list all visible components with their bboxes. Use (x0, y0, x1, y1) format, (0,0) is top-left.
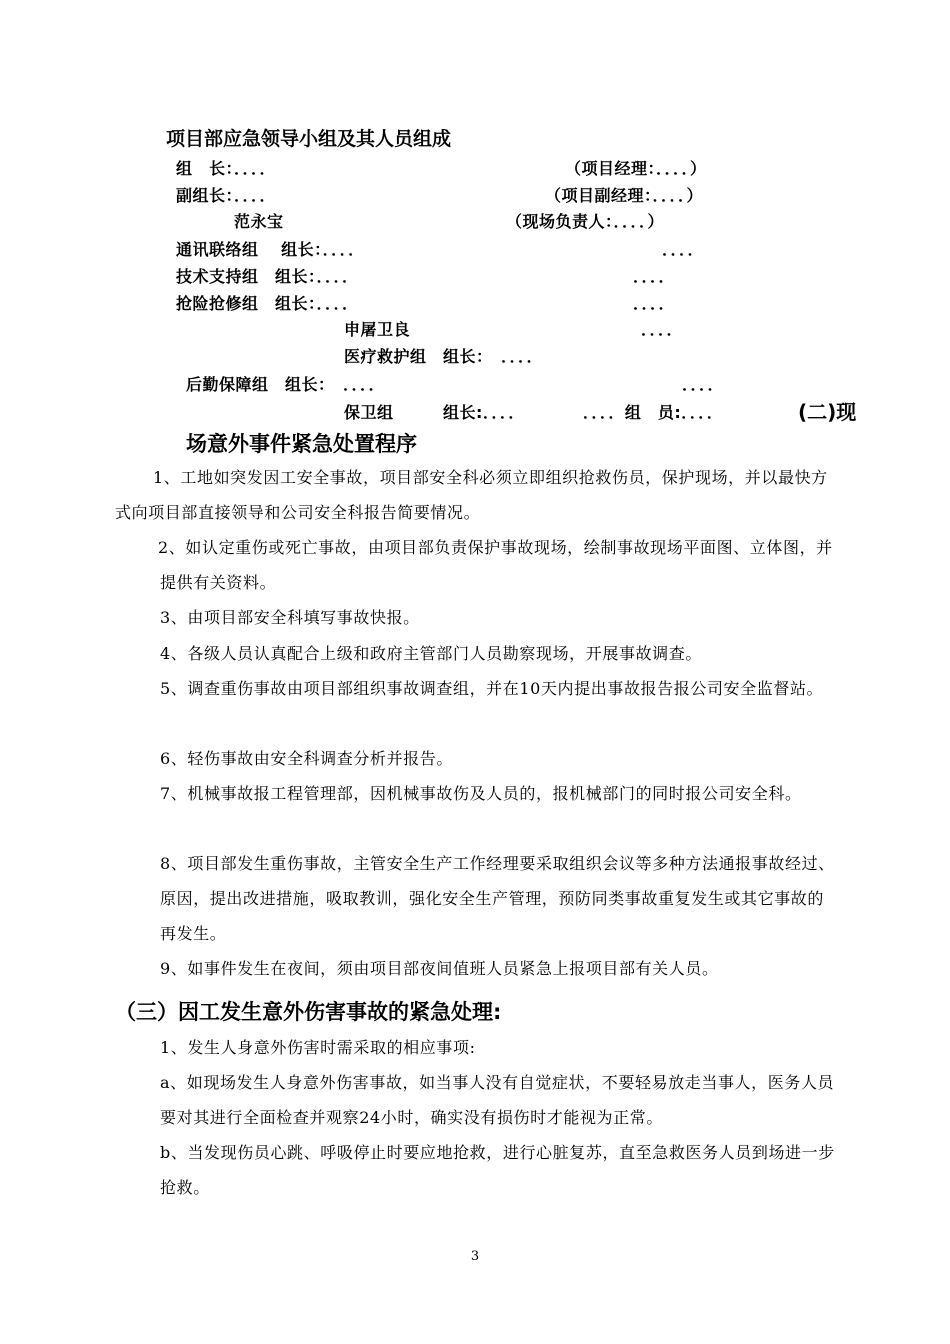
leader-line: 组 长：．．．． (176, 159, 277, 178)
rescue-group-members: ．．．． (633, 294, 676, 313)
emergency-item-b: b、当发现伤员心跳、呼吸停止时要应地抢救，进行心脏复苏，直至急救医务人员到场进一步抢救。 (160, 1143, 835, 1197)
logistics-group-members: ．．．． (682, 375, 725, 394)
section3-title: （三）因工发生意外伤害事故的紧急处理: (115, 1000, 502, 1024)
rescue-member-extra: ．．．． (641, 320, 684, 339)
leader-role: （项目经理：．．．．） (565, 159, 707, 178)
procedure-item-8: 8、项目部发生重伤事故，主管安全生产工作经理要采取组织会议等多种方法通报事故经过、原因，提出改进措施，吸取教训，强化安全生产管理，预防同类事故重复发生或其它事故的再发生。 (160, 854, 835, 943)
procedure-item-9: 9、如事件发生在夜间，须由项目部夜间值班人员紧急上报项目部有关人员。 (160, 959, 719, 978)
security-group-line: 保卫组 组长:．．．． ．．．．组 员:．．．． (344, 403, 724, 422)
procedure-item-5: 5、调查重伤事故由项目部组织事故调查组，并在10天内提出事故报告报公司安全监督站。 (160, 679, 824, 698)
emergency-item-1: 1、发生人身意外伤害时需采取的相应事项: (160, 1038, 476, 1057)
procedure-item-7: 7、机械事故报工程管理部，因机械事故伤及人员的，报机械部门的同时报公司安全科。 (160, 784, 802, 803)
site-manager-role: （现场负责人：．．．．） (506, 212, 665, 231)
site-manager-name: 范永宝 (234, 212, 284, 231)
section1-title: 项目部应急领导小组及其人员组成 (166, 128, 452, 150)
comm-group-line: 通讯联络组 组长：．．．． (176, 240, 365, 259)
comm-group-members: ．．．． (662, 240, 705, 259)
section2-title: 场意外事件紧急处置程序 (186, 432, 417, 456)
deputy-leader-role: （项目副经理：．．．．） (545, 186, 704, 205)
logistics-group-line: 后勤保障组 组长： ．．．． (186, 375, 386, 394)
tech-group-members: ．．．． (633, 267, 676, 286)
deputy-leader-line: 副组长：．．．． (176, 186, 277, 205)
tech-group-line: 技术支持组 组长：．．．． (176, 267, 359, 286)
procedure-item-2: 2、如认定重伤或死亡事故，由项目部负责保护事故现场，绘制事故现场平面图、立体图，并提供有关资料。 (158, 538, 833, 592)
emergency-item-a: a、如现场发生人身意外伤害事故，如当事人没有自觉症状，不要轻易放走当事人，医务人员要对其进行全面检查并观察24小时，确实没有损伤时才能视为正常。 (160, 1073, 835, 1127)
section2-title-prefix: (二)现 (798, 400, 857, 424)
page-number: 3 (470, 1249, 480, 1264)
rescue-member-name: 申屠卫良 (344, 320, 411, 339)
rescue-group-line: 抢险抢修组 组长：．．．． (176, 294, 359, 313)
procedure-item-3: 3、由项目部安全科填写事故快报。 (160, 608, 420, 627)
medical-group-line: 医疗救护组 组长： ．．．． (344, 347, 544, 366)
procedure-item-1: 1、工地如突发因工安全事故，项目部安全科必须立即组织抢救伤员，保护现场，并以最快方式向项目部直接领导和公司安全科报告简要情况。 (115, 468, 828, 522)
procedure-item-4: 4、各级人员认真配合上级和政府主管部门人员勘察现场，开展事故调查。 (160, 644, 702, 663)
procedure-item-6: 6、轻伤事故由安全科调查分析并报告。 (160, 749, 453, 768)
